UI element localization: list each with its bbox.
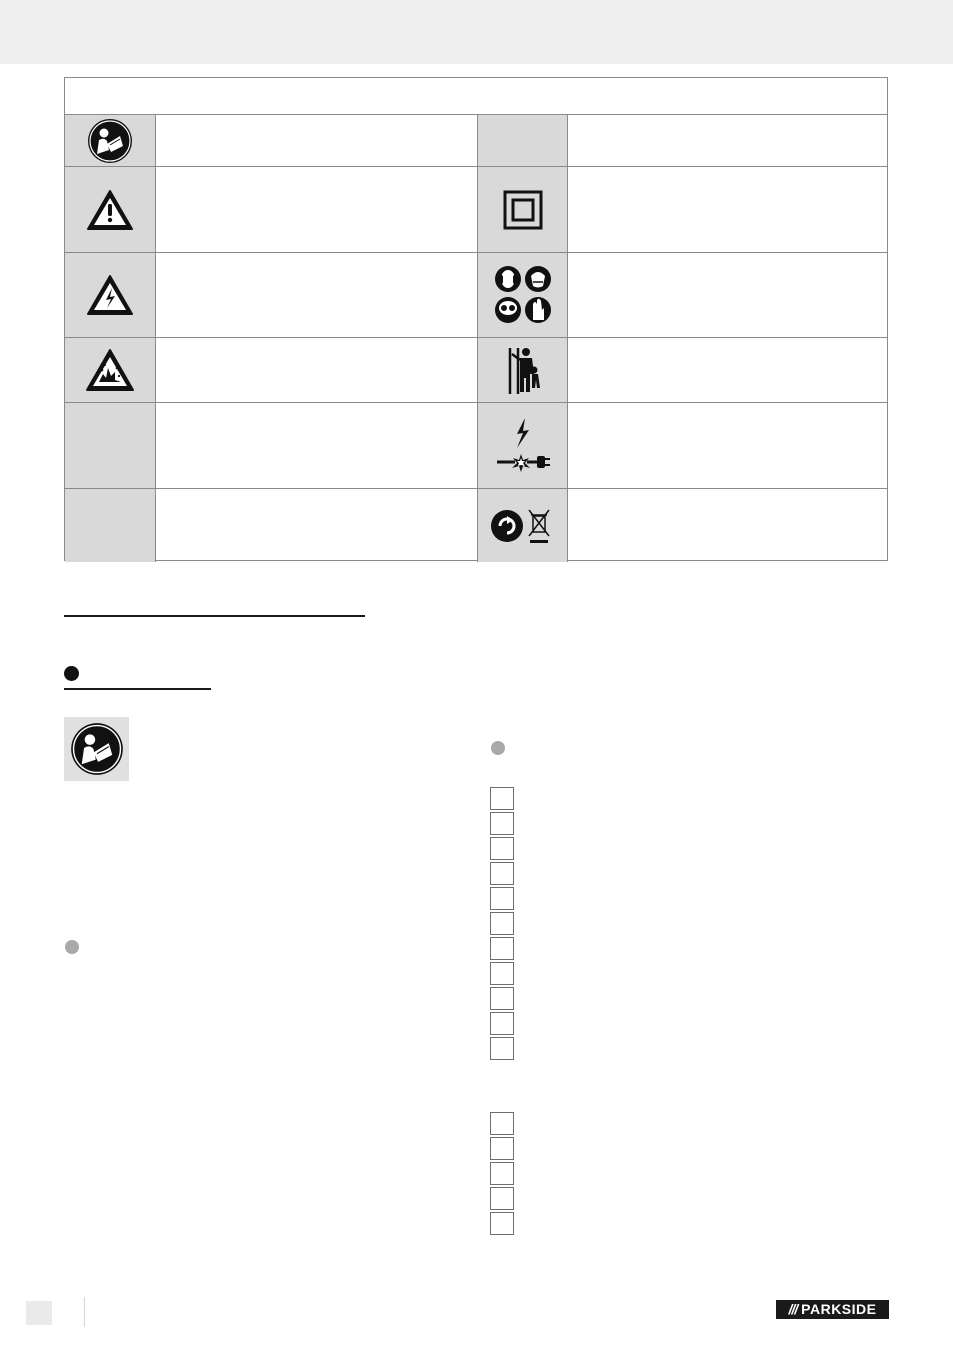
read-manual-icon <box>65 115 155 166</box>
table-row <box>65 338 887 403</box>
section-heading-underline <box>64 615 365 617</box>
table-cell <box>155 115 478 166</box>
page-number-box <box>26 1301 52 1325</box>
part-number-box <box>490 812 514 835</box>
recycling-disposal-icon <box>477 489 568 562</box>
table-header-row <box>65 78 887 115</box>
table-cell-empty-icon <box>65 489 155 562</box>
table-cell <box>567 115 887 166</box>
part-number-box <box>490 1012 514 1035</box>
table-cell <box>567 167 887 252</box>
personal-protective-equipment-icon <box>477 253 568 337</box>
part-number-box <box>490 1037 514 1060</box>
symbol-legend-table <box>64 77 888 561</box>
table-row <box>65 403 887 489</box>
table-cell-empty-icon <box>477 115 568 166</box>
table-row <box>65 489 887 562</box>
subsection-heading-underline <box>64 688 211 690</box>
table-row <box>65 115 887 167</box>
warning-triangle-icon <box>65 167 155 252</box>
keep-children-away-icon <box>477 338 568 402</box>
parkside-logo <box>776 1300 889 1319</box>
grey-bullet-icon <box>491 741 505 755</box>
table-cell <box>155 167 478 252</box>
table-cell <box>155 403 478 488</box>
part-number-box <box>490 912 514 935</box>
electric-shock-warning-icon <box>65 253 155 337</box>
table-cell <box>155 338 478 402</box>
table-cell <box>567 489 887 562</box>
part-number-box <box>490 862 514 885</box>
table-cell <box>155 489 478 562</box>
part-number-box <box>490 1162 514 1185</box>
table-cell <box>567 403 887 488</box>
grey-bullet-icon <box>65 940 79 954</box>
page-header-bar <box>0 0 953 64</box>
protection-class-ii-icon <box>477 167 568 252</box>
part-number-box <box>490 787 514 810</box>
part-number-box <box>490 962 514 985</box>
part-number-box <box>490 887 514 910</box>
brand-name: PARKSIDE <box>801 1301 877 1317</box>
part-number-box <box>490 1212 514 1235</box>
table-row <box>65 167 887 253</box>
table-cell-empty-icon <box>65 403 155 488</box>
footer-divider <box>84 1297 85 1327</box>
table-row <box>65 253 887 338</box>
table-cell <box>567 338 887 402</box>
explosion-warning-icon <box>65 338 155 402</box>
read-manual-icon <box>64 717 129 781</box>
part-number-box <box>490 837 514 860</box>
part-number-box <box>490 937 514 960</box>
part-number-box <box>490 1137 514 1160</box>
table-cell <box>567 253 887 337</box>
brand-slashes: /// <box>788 1301 798 1317</box>
damaged-cable-icon <box>477 403 568 488</box>
part-number-box <box>490 1187 514 1210</box>
part-number-box <box>490 987 514 1010</box>
table-cell <box>155 253 478 337</box>
part-number-box <box>490 1112 514 1135</box>
section-bullet-icon <box>64 666 79 681</box>
